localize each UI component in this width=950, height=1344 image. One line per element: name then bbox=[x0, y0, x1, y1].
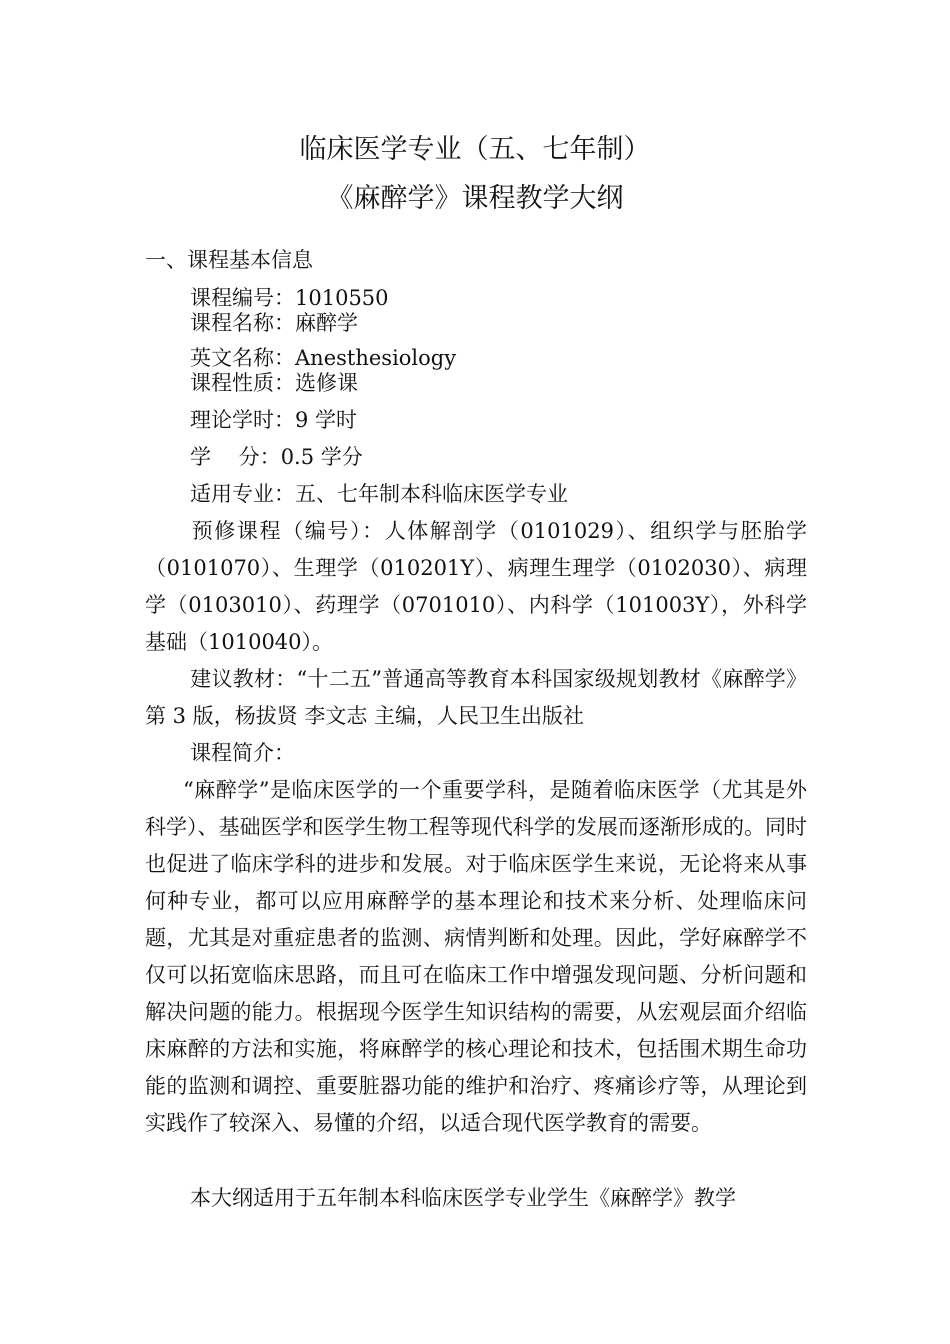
info-row-credits bbox=[190, 442, 363, 472]
prerequisite-paragraph bbox=[145, 513, 807, 661]
title-line-2: 《麻醉学》课程教学大纲 bbox=[326, 183, 624, 214]
info-label: 学 分： bbox=[190, 445, 281, 469]
intro-label: 课程简介： bbox=[190, 741, 295, 765]
info-label: 适用专业： bbox=[190, 482, 295, 506]
title-line-1: 临床医学专业（五、七年制） bbox=[299, 134, 651, 165]
info-value: 0.5 学分 bbox=[280, 445, 363, 469]
prerequisite-text: 人体解剖学（0101029）、组织学与胚胎学（0101070）、生理学（010201Y）、病理生理学（0102030）、病理学（0103010）、药理学（0701010）、内科学（101003Y），外科学基础（1010040）。 bbox=[145, 519, 807, 654]
info-value: 麻醉学 bbox=[295, 311, 358, 335]
info-row-major bbox=[190, 479, 568, 509]
intro-text: “麻醉学”是临床医学的一个重要学科，是随着临床医学（尤其是外科学）、基础医学和医学生物工程等现代科学的发展而逐渐形成的。同时也促进了临床学科的进步和发展。对于临床医学生来说，无论将来从事何种专业，都可以应用麻醉学的基本理论和技术来分析、处理临床问题，尤其是对重症患者的监测、病情判断和处理。因此，学好麻醉学不仅可以拓宽临床思路，而且可在临床工作中增强发现问题、分析问题和解决问题的能力。根据现今医学生知识结构的需要，从宏观层面介绍临床麻醉的方法和实施，将麻醉学的核心理论和技术，包括围术期生命功能的监测和调控、重要脏器功能的维护和治疗、疼痛诊疗等，从理论到实践作了较深入、易懂的介绍，以适合现代医学教育的需要。 bbox=[145, 778, 807, 1135]
textbook-paragraph bbox=[145, 661, 807, 735]
section-heading: 一、课程基本信息 bbox=[145, 248, 313, 272]
info-value: Anesthesiology bbox=[295, 346, 457, 370]
textbook-text: “十二五”普通高等教育本科国家级规划教材《麻醉学》第 3 版，杨拔贤 李文志 主编，人民卫生出版社 bbox=[145, 667, 807, 728]
info-label: 英文名称： bbox=[190, 346, 295, 370]
prerequisite-label: 预修课程（编号）： bbox=[190, 519, 385, 543]
info-label: 理论学时： bbox=[190, 408, 295, 432]
info-label: 课程编号： bbox=[190, 286, 295, 310]
scope-text: 本大纲适用于五年制本科临床医学专业学生《麻醉学》教学 bbox=[190, 1186, 736, 1210]
intro-heading-line bbox=[145, 735, 807, 772]
info-row-course-name bbox=[190, 308, 358, 338]
info-value: 9 学时 bbox=[295, 408, 358, 432]
info-row-hours bbox=[190, 405, 357, 435]
scope-paragraph bbox=[145, 1180, 807, 1217]
info-value: 1010550 bbox=[295, 286, 389, 310]
info-label: 课程名称： bbox=[190, 311, 295, 335]
info-row-course-type bbox=[190, 368, 358, 398]
intro-paragraph bbox=[145, 772, 807, 1142]
info-value: 选修课 bbox=[295, 371, 358, 395]
info-value: 五、七年制本科临床医学专业 bbox=[295, 482, 568, 506]
textbook-label: 建议教材： bbox=[190, 667, 297, 691]
info-label: 课程性质： bbox=[190, 371, 295, 395]
